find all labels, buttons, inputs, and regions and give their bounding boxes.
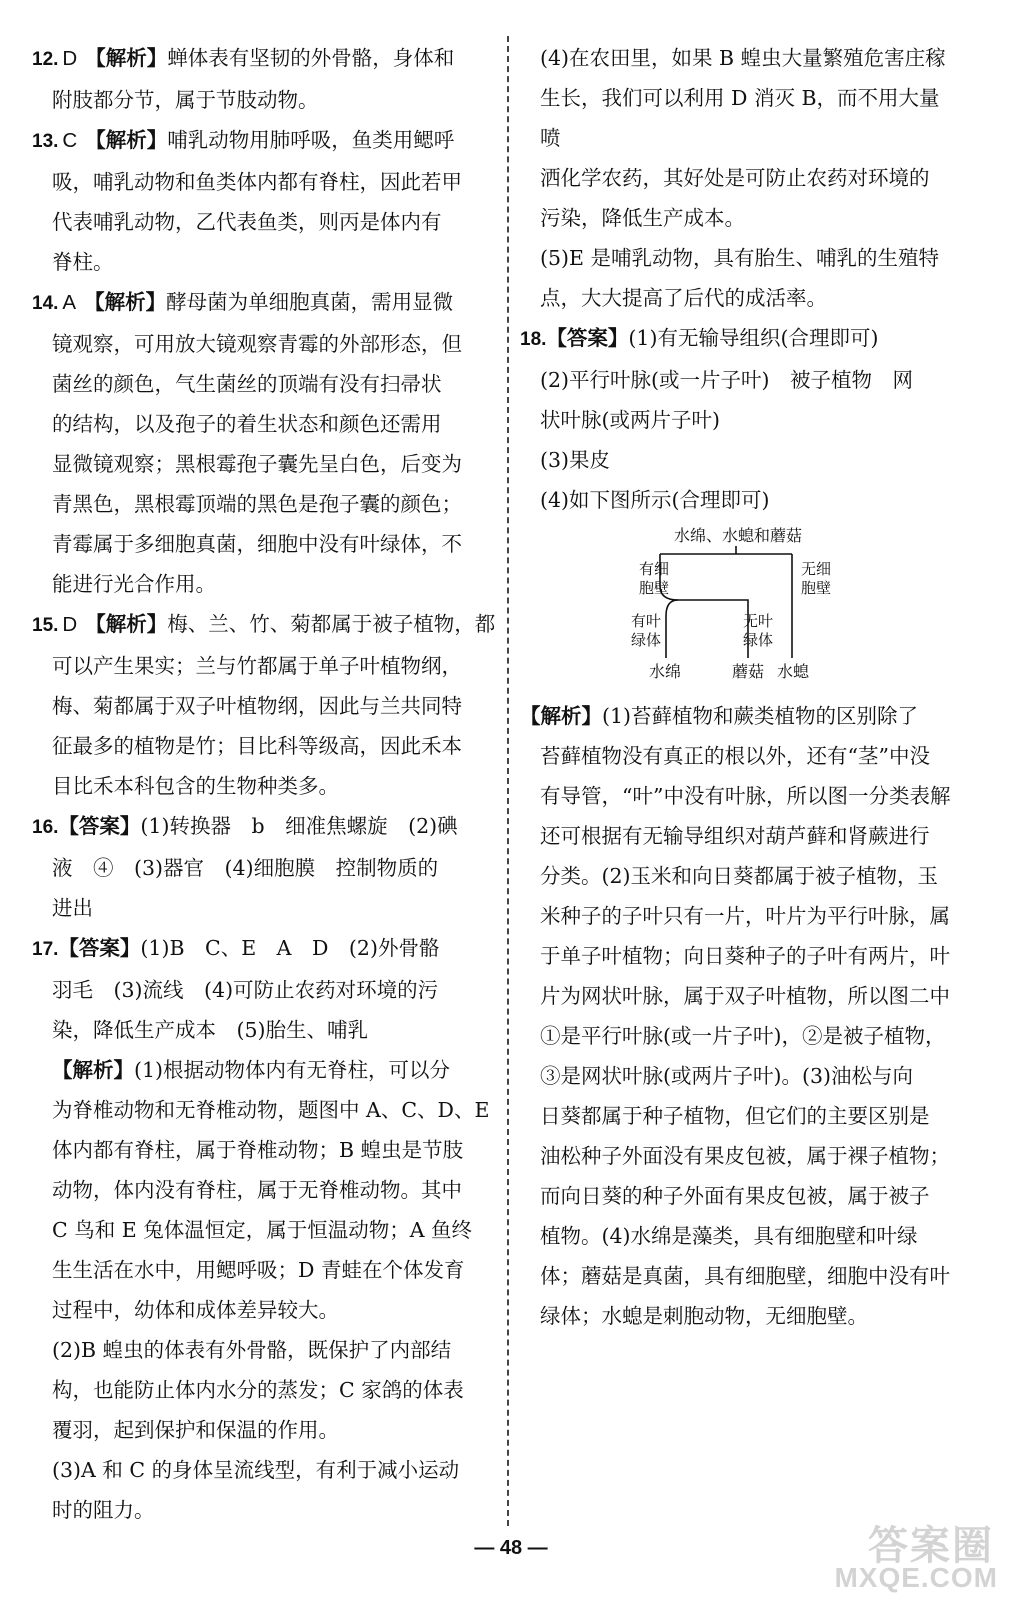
tree-leaf-1: 水绵 — [648, 662, 681, 681]
text-line: 梅、兰、竹、菊都属于被子植物，都 — [167, 612, 496, 636]
text-line: 有导管，“叶”中没有叶脉，所以图一分类表解 — [540, 784, 951, 808]
analysis-tag: 【解析】 — [52, 1058, 134, 1082]
column-divider — [507, 36, 509, 1526]
text-line: (5)E 是哺乳动物，具有胎生、哺乳的生殖特 — [540, 246, 940, 270]
text-line: 体内都有脊柱，属于脊椎动物；B 蝗虫是节肢 — [52, 1138, 464, 1162]
tree-leaf-2: 蘑菇 — [731, 662, 764, 681]
text-line: (3)A 和 C 的身体呈流线型，有利于减小运动 — [52, 1458, 460, 1482]
analysis-tag: 【解析】 — [85, 128, 168, 152]
text-line: 脊柱。 — [52, 250, 114, 274]
question-18 — [520, 318, 960, 1336]
text-line: 吸，哺乳动物和鱼类体内都有脊柱，因此若甲 — [52, 170, 462, 194]
text-line: 苔藓植物没有真正的根以外，还有“茎”中没 — [540, 744, 930, 768]
analysis-tag: 【解析】 — [85, 46, 168, 70]
watermark-text: 答案圈 — [868, 1523, 994, 1569]
classification-tree-diagram — [520, 524, 960, 694]
answer-letter: C — [62, 129, 78, 152]
text-line: (1)B C、E A D (2)外骨骼 — [140, 936, 440, 960]
question-number: 18. — [520, 329, 547, 350]
text-line: 分类。(2)玉米和向日葵都属于被子植物，玉 — [540, 864, 939, 888]
answer-tag: 【答案】 — [58, 936, 141, 960]
question-14 — [32, 282, 496, 604]
text-line: 菌丝的颜色，气生菌丝的顶端有没有扫帚状 — [52, 372, 442, 396]
question-15 — [32, 604, 496, 806]
tree-right-branch-label: 无细 胞壁 — [800, 560, 831, 597]
text-line: 羽毛 (3)流线 (4)可防止农药对环境的污 — [52, 978, 439, 1002]
text-line: 动物，体内没有脊柱，属于无脊椎动物。其中 — [52, 1178, 462, 1202]
left-column — [32, 38, 496, 1530]
text-line: 洒化学农药，其好处是可防止农药对环境的 — [540, 166, 930, 190]
text-line: 进出 — [52, 896, 93, 920]
tree-ll-label: 有叶 绿体 — [630, 612, 661, 649]
text-line: 青黑色，黑根霉顶端的黑色是孢子囊的颜色； — [52, 492, 462, 516]
right-column — [520, 38, 960, 1336]
tree-leaf-3: 水螅 — [776, 662, 809, 681]
text-line: 为脊椎动物和无脊椎动物，题图中 A、C、D、E — [52, 1098, 490, 1122]
text-line: 征最多的植物是竹；目比科等级高，因此禾本 — [52, 734, 462, 758]
text-line: 蝉体表有坚韧的外骨骼，身体和 — [167, 46, 455, 70]
text-line: (1)根据动物体内有无脊柱，可以分 — [134, 1058, 451, 1082]
answer-letter: A — [62, 291, 77, 314]
text-line: 哺乳动物用肺呼吸，鱼类用鳃呼 — [167, 128, 455, 152]
text-line: 酵母菌为单细胞真菌，需用显微 — [166, 290, 454, 314]
question-16 — [32, 806, 496, 928]
answer-letter: D — [62, 613, 78, 636]
text-line: (1)转换器 b 细准焦螺旋 (2)碘 — [140, 814, 458, 838]
watermark-logo — [824, 1514, 1004, 1594]
tree-lr-label: 无叶 绿体 — [742, 612, 773, 649]
question-13 — [32, 120, 496, 282]
text-line: (1)有无输导组织(合理即可) — [628, 326, 879, 350]
text-line: 日葵都属于种子植物，但它们的主要区别是 — [540, 1104, 930, 1128]
text-line: 点，大大提高了后代的成活率。 — [540, 286, 827, 310]
question-number: 14. — [32, 293, 59, 314]
question-number: 17. — [32, 939, 59, 960]
text-line: 能进行光合作用。 — [52, 572, 216, 596]
text-line: 还可根据有无输导组织对葫芦藓和肾蕨进行 — [540, 824, 930, 848]
text-line: (2)平行叶脉(或一片子叶) 被子植物 网 — [540, 368, 914, 392]
text-line: (2)B 蝗虫的体表有外骨骼，既保护了内部结 — [52, 1338, 452, 1362]
question-number: 13. — [32, 131, 59, 152]
text-line: (4)在农田里，如果 B 蝗虫大量繁殖危害庄稼 — [540, 46, 946, 70]
text-line: 体；蘑菇是真菌，具有细胞壁，细胞中没有叶 — [540, 1264, 950, 1288]
question-12 — [32, 38, 496, 120]
question-17-continued — [520, 38, 960, 318]
text-line: ③是网状叶脉(或两片子叶)。(3)油松与向 — [540, 1064, 914, 1088]
question-number: 15. — [32, 615, 59, 636]
text-line: 状叶脉(或两片子叶) — [540, 408, 720, 432]
text-line: 油松种子外面没有果皮包被，属于裸子植物； — [540, 1144, 950, 1168]
text-line: 青霉属于多细胞真菌，细胞中没有叶绿体，不 — [52, 532, 462, 556]
text-line: 的结构，以及孢子的着生状态和颜色还需用 — [52, 412, 442, 436]
answer-tag: 【答案】 — [58, 814, 141, 838]
text-line: (3)果皮 — [540, 448, 611, 472]
text-line: 生长，我们可以利用 D 消灭 B，而不用大量喷 — [540, 86, 940, 150]
text-line: 植物。(4)水绵是藻类，具有细胞壁和叶绿 — [540, 1224, 918, 1248]
analysis-tag: 【解析】 — [520, 704, 602, 728]
text-line: 过程中，幼体和成体差异较大。 — [52, 1298, 339, 1322]
text-line: 于单子叶植物；向日葵种子的子叶有两片，叶 — [540, 944, 950, 968]
text-line: 液 ④ (3)器官 (4)细胞膜 控制物质的 — [52, 856, 439, 880]
text-line: 污染，降低生产成本。 — [540, 206, 745, 230]
page-number: — 48 — — [474, 1537, 548, 1559]
question-17 — [32, 928, 496, 1530]
tree-left-branch-label: 有细 胞壁 — [638, 560, 669, 597]
text-line: 梅、菊都属于双子叶植物纲，因此与兰共同特 — [52, 694, 462, 718]
text-line: 片为网状叶脉，属于双子叶植物，所以图二中 — [540, 984, 950, 1008]
text-line: (1)苔藓植物和蕨类植物的区别除了 — [602, 704, 919, 728]
tree-ll-line — [666, 600, 678, 658]
text-line: 显微镜观察；黑根霉孢子囊先呈白色，后变为 — [52, 452, 462, 476]
text-line: 绿体；水螅是刺胞动物，无细胞壁。 — [540, 1304, 868, 1328]
text-line: 时的阻力。 — [52, 1498, 155, 1522]
tree-root-label: 水绵、水螅和蘑菇 — [673, 526, 802, 545]
text-line: (4)如下图所示(合理即可) — [540, 488, 770, 512]
text-line: 米种子的子叶只有一片，叶片为平行叶脉，属 — [540, 904, 950, 928]
question-number: 16. — [32, 817, 59, 838]
text-line: 染，降低生产成本 (5)胎生、哺乳 — [52, 1018, 369, 1042]
question-number: 12. — [32, 49, 59, 70]
text-line: C 鸟和 E 兔体温恒定，属于恒温动物；A 鱼终 — [52, 1218, 473, 1242]
watermark-url: MXQE.COM — [834, 1562, 998, 1593]
text-line: 目比禾本科包含的生物种类多。 — [52, 774, 339, 798]
text-line: 附肢都分节，属于节肢动物。 — [52, 88, 319, 112]
text-line: ①是平行叶脉(或一片子叶)，②是被子植物， — [540, 1024, 946, 1048]
text-line: 构，也能防止体内水分的蒸发；C 家鸽的体表 — [52, 1378, 464, 1402]
text-line: 生生活在水中，用鳃呼吸；D 青蛙在个体发育 — [52, 1258, 465, 1282]
text-line: 而向日葵的种子外面有果皮包被，属于被子 — [540, 1184, 930, 1208]
answer-tag: 【答案】 — [546, 326, 629, 350]
text-line: 镜观察，可用放大镜观察青霉的外部形态，但 — [52, 332, 462, 356]
answer-letter: D — [62, 47, 78, 70]
text-line: 可以产生果实；兰与竹都属于单子叶植物纲， — [52, 654, 462, 678]
text-line: 代表哺乳动物，乙代表鱼类，则丙是体内有 — [52, 210, 442, 234]
text-line: 覆羽，起到保护和保温的作用。 — [52, 1418, 339, 1442]
analysis-tag: 【解析】 — [84, 290, 167, 314]
analysis-tag: 【解析】 — [85, 612, 168, 636]
